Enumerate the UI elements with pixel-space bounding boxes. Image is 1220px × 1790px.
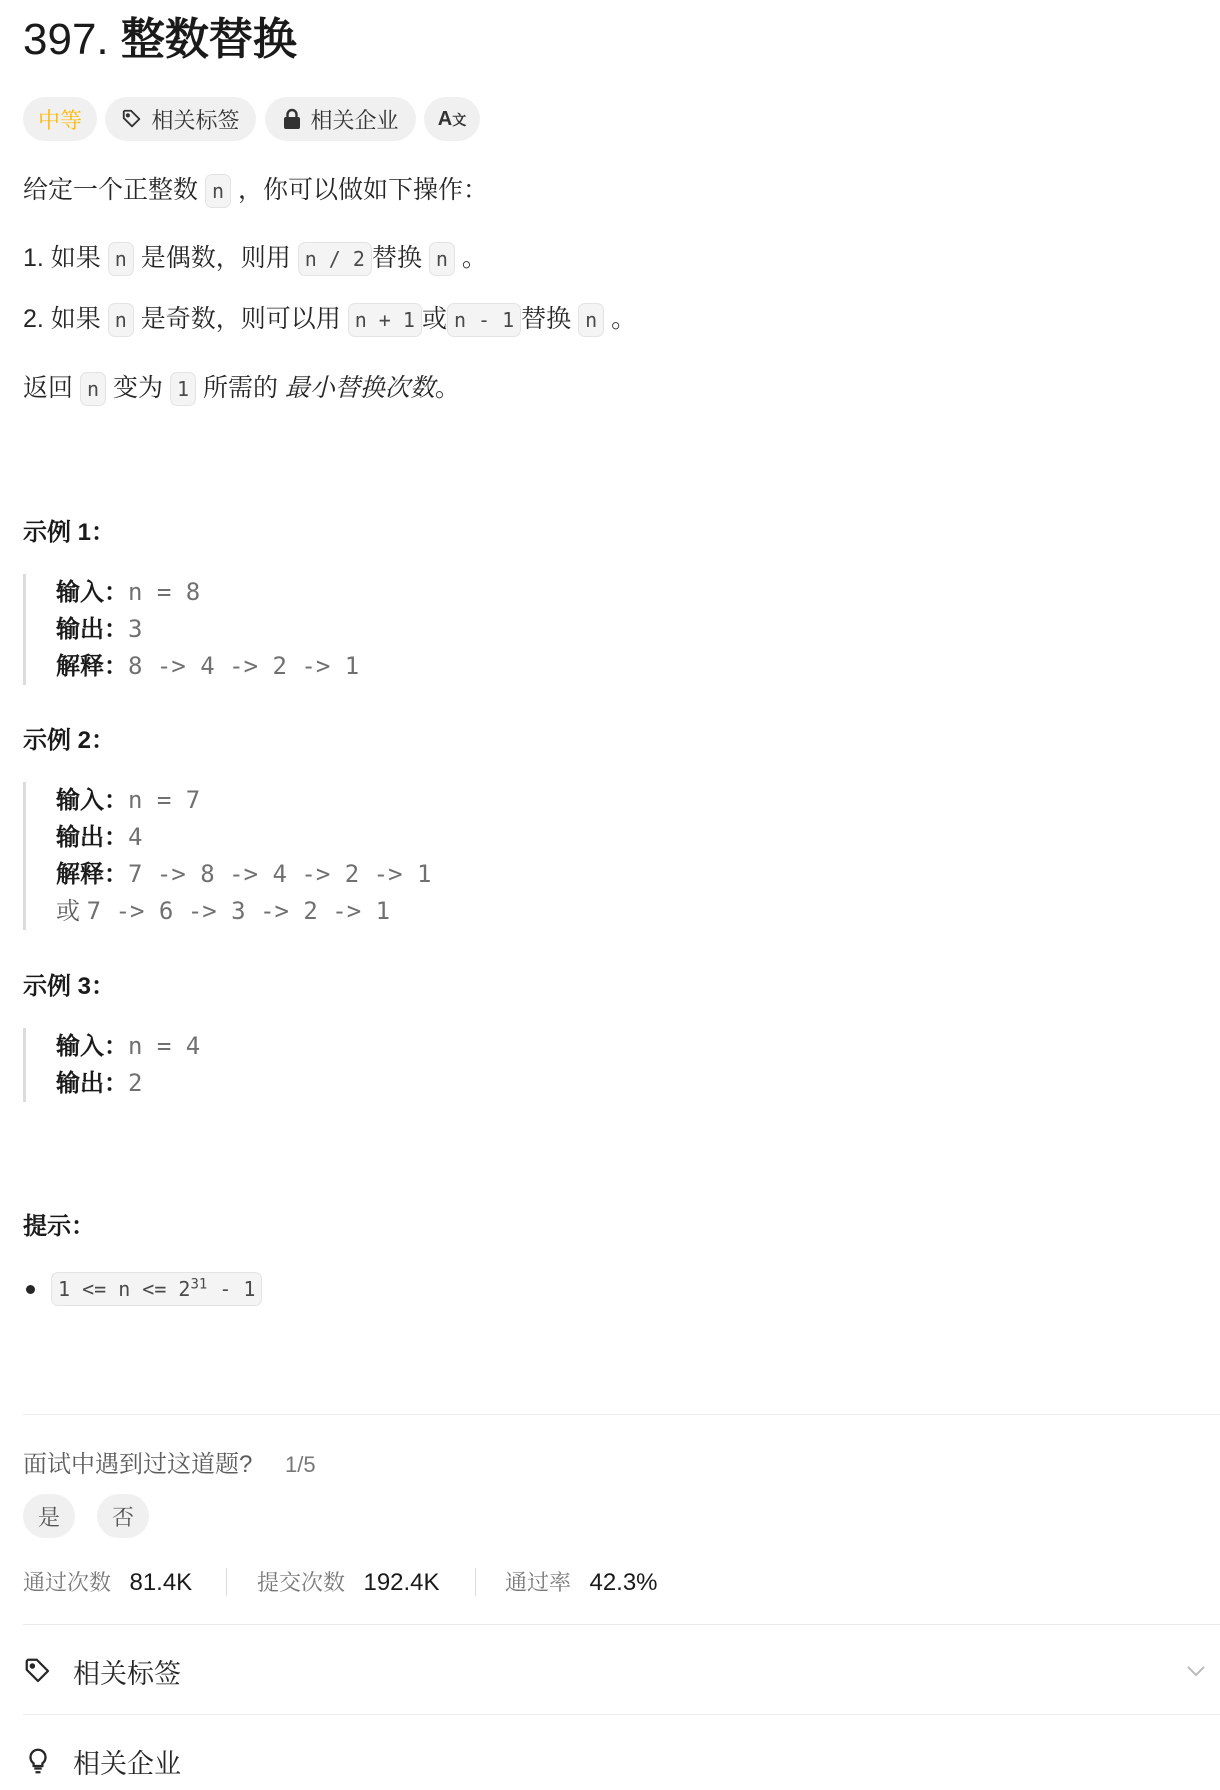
output-label: 输出：: [56, 1070, 128, 1097]
intro-text: ，你可以做如下操作：: [237, 176, 488, 204]
emphasis-text: 最小替换次数: [284, 374, 435, 402]
divider: [23, 1624, 1220, 1625]
return-text: 所需的: [202, 374, 278, 402]
output-value: 4: [128, 823, 143, 851]
list-text: 替换: [521, 305, 572, 333]
list-text: 是奇数，则可以用: [140, 305, 341, 333]
input-label: 输入：: [56, 787, 128, 814]
inline-code: n: [429, 242, 455, 276]
inline-code: n: [80, 372, 106, 406]
yes-label: 是: [37, 1504, 60, 1530]
difficulty-label: 中等: [37, 107, 82, 133]
operation-item-1: [23, 240, 487, 276]
problem-number: 397.: [23, 15, 109, 64]
related-companies-label: 相关企业: [73, 1748, 181, 1779]
accepted-stat: [23, 1566, 192, 1597]
translate-glyph-a: A: [437, 107, 453, 130]
explain-label: 解释：: [56, 861, 128, 888]
inline-code: n: [108, 303, 134, 337]
no-label: 否: [111, 1504, 134, 1530]
inline-code: 1: [170, 372, 196, 406]
no-button[interactable]: [97, 1494, 149, 1538]
input-value: n = 7: [128, 786, 201, 814]
explain-value: 7 -> 8 -> 4 -> 2 -> 1: [128, 860, 432, 888]
lightbulb-icon: [23, 1746, 53, 1776]
example-output-line: [56, 819, 431, 856]
difficulty-badge: [23, 97, 97, 141]
operation-item-2: [23, 301, 636, 337]
return-text: 变为: [112, 374, 163, 402]
input-label: 输入：: [56, 579, 128, 606]
constraint-item: [26, 1272, 262, 1306]
bullet-icon: [26, 1285, 35, 1294]
example-output-line: [56, 611, 359, 648]
example-3-heading: 示例 3：: [23, 973, 116, 1000]
constraint-code: [51, 1272, 262, 1306]
constraint-sup: 31: [190, 1276, 208, 1293]
explain-extra-value: 7 -> 6 -> 3 -> 2 -> 1: [86, 897, 391, 925]
translate-glyph-wen: 文: [452, 111, 467, 128]
lock-icon: [282, 108, 302, 130]
example-output-line: [56, 1065, 200, 1102]
example-1-heading: 示例 1：: [23, 519, 116, 546]
rate-label: 通过率: [505, 1570, 572, 1595]
inline-code: n - 1: [447, 303, 521, 337]
constraint-post: - 1: [207, 1277, 256, 1301]
example-1-block: [23, 574, 359, 685]
input-value: n = 4: [128, 1032, 201, 1060]
inline-code: n / 2: [298, 242, 372, 276]
list-text: 是偶数，则用: [140, 244, 291, 272]
submissions-label: 提交次数: [257, 1570, 346, 1595]
intro-paragraph: [23, 172, 488, 208]
output-value: 2: [128, 1069, 143, 1097]
intro-text: 给定一个正整数: [23, 176, 199, 204]
chevron-down-icon: [1184, 1659, 1208, 1683]
acceptance-rate-stat: [505, 1566, 658, 1597]
interview-progress: 1/5: [285, 1452, 316, 1477]
problem-title: [23, 10, 297, 70]
explain-value: 8 -> 4 -> 2 -> 1: [128, 652, 360, 680]
related-tags-label: 相关标签: [73, 1658, 181, 1689]
tags-pill-label: 相关标签: [151, 107, 240, 133]
stat-separator: [226, 1568, 227, 1596]
tag-icon: [23, 1656, 53, 1686]
companies-pill-label: 相关企业: [310, 107, 399, 133]
list-text: 替换: [371, 244, 422, 272]
divider: [23, 1414, 1220, 1415]
interview-question-text: 面试中遇到过这道题?: [23, 1451, 253, 1478]
input-value: n = 8: [128, 578, 201, 606]
tag-icon: [121, 108, 143, 130]
output-value: 3: [128, 615, 143, 643]
translate-button[interactable]: [424, 97, 480, 141]
inline-code: n: [205, 174, 231, 208]
output-label: 输出：: [56, 824, 128, 851]
problem-name: 整数替换: [120, 15, 297, 64]
tags-pill-button[interactable]: [105, 97, 256, 141]
inline-code: n: [578, 303, 604, 337]
submissions-value: 192.4K: [363, 1569, 440, 1596]
return-paragraph: [23, 370, 460, 406]
list-text: 。: [611, 305, 637, 333]
example-2-heading: 示例 2：: [23, 727, 116, 754]
list-text: 。: [461, 244, 487, 272]
example-explain-line: [56, 856, 431, 893]
return-text: 返回: [23, 374, 74, 402]
constraint-pre: 1 <= n <= 2: [58, 1277, 191, 1301]
companies-pill-button[interactable]: [265, 97, 416, 141]
explain-or-text: 或: [56, 898, 80, 925]
example-input-line: [56, 1028, 200, 1065]
divider: [23, 1714, 1220, 1715]
example-explain-extra-line: [56, 893, 431, 930]
hints-heading: 提示：: [23, 1213, 95, 1240]
example-explain-line: [56, 648, 359, 685]
accepted-value: 81.4K: [129, 1569, 193, 1596]
example-input-line: [56, 782, 431, 819]
example-3-block: [23, 1028, 200, 1102]
interview-question: [23, 1444, 316, 1479]
example-2-block: [23, 782, 431, 930]
stat-separator: [475, 1568, 476, 1596]
list-text: 1. 如果: [23, 244, 101, 272]
related-tags-section[interactable]: [23, 1642, 1220, 1700]
related-companies-section[interactable]: [23, 1732, 1220, 1790]
list-text: 或: [421, 305, 447, 333]
submissions-stat: [257, 1566, 440, 1597]
return-text: 。: [434, 374, 460, 402]
translate-icon: [438, 108, 466, 131]
accepted-label: 通过次数: [23, 1570, 112, 1595]
inline-code: n + 1: [348, 303, 422, 337]
example-input-line: [56, 574, 359, 611]
yes-button[interactable]: [23, 1494, 75, 1538]
inline-code: n: [108, 242, 134, 276]
rate-value: 42.3%: [589, 1569, 658, 1596]
explain-label: 解释：: [56, 653, 128, 680]
list-text: 2. 如果: [23, 305, 101, 333]
output-label: 输出：: [56, 616, 128, 643]
input-label: 输入：: [56, 1033, 128, 1060]
